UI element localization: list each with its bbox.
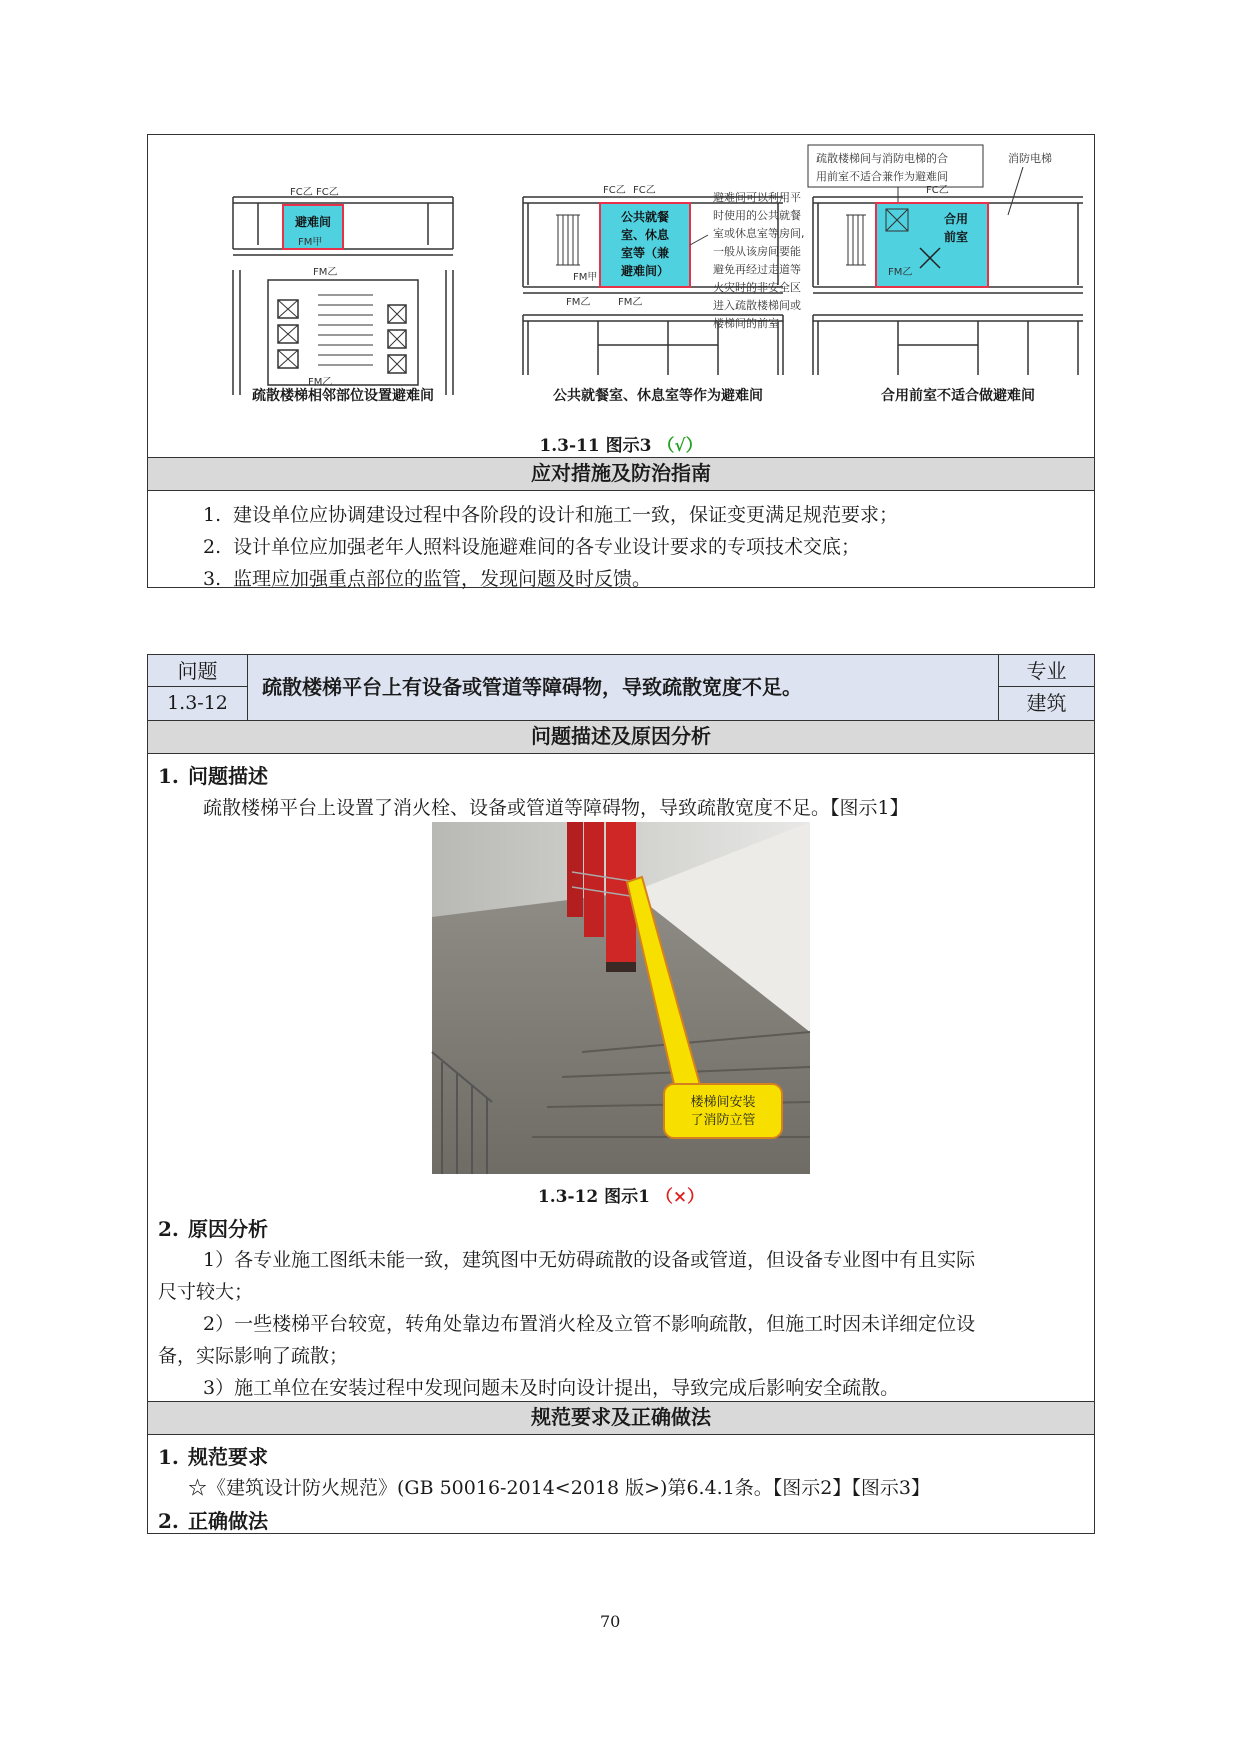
desc-heading: 1. 问题描述 [158, 764, 268, 788]
measures-header: 应对措施及防治指南 [148, 457, 1094, 491]
analysis-header: 问题描述及原因分析 [148, 720, 1094, 754]
cause-line-4: 备，实际影响了疏散； [158, 1345, 349, 1367]
photo-caption: 1.3-12 图示1 （×） [537, 1187, 705, 1207]
d3-caption: 合用前室不适合做避难间 [881, 388, 1035, 404]
cause-heading: 2. 原因分析 [158, 1217, 268, 1241]
d2-note-5: 避免再经过走道等 [713, 263, 801, 276]
d2-fm-3: FM甲 [573, 272, 598, 283]
issue-header-row [148, 655, 1094, 721]
d1-fm-1: FM甲 [298, 237, 323, 248]
d3-fm-1: FM乙 [888, 267, 913, 278]
issue-section-frame [147, 654, 1095, 1534]
photo-callout-line-1: 楼梯间安装 [690, 1095, 756, 1110]
d3-room-line-1: 合用 [943, 212, 969, 226]
diagram-dining-room-refuge [518, 175, 805, 405]
d1-fm-3: FM乙 [308, 377, 333, 388]
diagram-refuge-adjacent-stair [228, 185, 458, 405]
d2-room-line-3: 室等（兼 [620, 246, 670, 260]
desc-text: 疏散楼梯平台上设置了消火栓、设备或管道等障碍物，导致疏散宽度不足。【图示1】 [203, 797, 909, 819]
issue-title: 疏散楼梯平台上有设备或管道等障碍物，导致疏散宽度不足。 [262, 675, 802, 699]
cross-mark: （×） [655, 1187, 705, 1207]
d2-caption: 公共就餐室、休息室等作为避难间 [553, 388, 763, 404]
d3-fc-1: FC乙 [926, 185, 949, 196]
d3-elevator-label: 消防电梯 [1008, 152, 1052, 165]
cause-line-5: 3）施工单位在安装过程中发现问题未及时向设计提出，导致完成后影响安全疏散。 [203, 1377, 900, 1399]
page-number: 70 [600, 1612, 621, 1631]
cause-line-3: 2）一些楼梯平台较宽，转角处靠边布置消火栓及立管不影响疏散，但施工时因未详细定位设 [203, 1313, 976, 1335]
figure-caption-1-3-11: 1.3-11 图示3 （√） [539, 436, 703, 456]
d1-caption: 疏散楼梯相邻部位设置避难间 [252, 388, 434, 404]
photo-callout-line-2: 了消防立管 [690, 1113, 756, 1128]
d2-note-8: 楼梯间的前室 [713, 317, 779, 330]
d2-room-line-4: 避难间） [620, 264, 670, 278]
discipline-label: 专业 [998, 655, 1094, 687]
correct-heading: 2. 正确做法 [158, 1509, 268, 1533]
d2-note-1: 避难间可以利用平 [713, 191, 801, 204]
d2-fm-2: FM乙 [618, 297, 643, 308]
d1-fm-2: FM乙 [313, 267, 338, 278]
d1-room-label: 避难间 [294, 215, 332, 229]
issue-code: 1.3-12 [148, 687, 248, 720]
spec-text: ☆《建筑设计防火规范》(GB 50016-2014<2018 版>)第6.4.1条。【图示2】【图示3】 [188, 1477, 930, 1499]
issue-label: 问题 [148, 655, 248, 687]
discipline-value: 建筑 [998, 687, 1094, 720]
spec-heading: 1. 规范要求 [158, 1445, 268, 1469]
d2-note-2: 时使用的公共就餐 [713, 209, 801, 222]
cause-line-1: 1）各专业施工图纸未能一致，建筑图中无妨碍疏散的设备或管道，但设备专业图中有且实际 [203, 1249, 976, 1271]
d3-top-note-1: 疏散楼梯间与消防电梯的合 [816, 152, 948, 165]
d3-room-line-2: 前室 [943, 230, 969, 244]
spec-header: 规范要求及正确做法 [148, 1401, 1094, 1435]
d2-fc-1: FC乙 [603, 185, 626, 196]
measure-1: 1. 建设单位应协调建设过程中各阶段的设计和施工一致，保证变更满足规范要求； [203, 504, 899, 526]
diagram-shared-antechamber [808, 145, 1088, 405]
d2-note-4: 一般从该房间要能 [713, 245, 801, 258]
d2-room-line-2: 室、休息 [620, 228, 670, 242]
d2-note-6: 火灾时的非安全区 [713, 281, 801, 294]
d2-fm-1: FM乙 [566, 297, 591, 308]
cause-line-2: 尺寸较大； [158, 1281, 254, 1303]
measure-3: 3. 监理应加强重点部位的监管，发现问题及时反馈。 [203, 568, 652, 590]
d1-fc-2: FC乙 [316, 187, 339, 198]
check-mark: （√） [657, 436, 703, 456]
d3-top-note-2: 用前室不适合兼作为避难间 [816, 170, 948, 183]
d1-fc-1: FC乙 [290, 187, 313, 198]
d2-room-line-1: 公共就餐 [620, 210, 670, 224]
d2-fc-2: FC乙 [633, 185, 656, 196]
top-section-frame [147, 134, 1095, 588]
d2-note-3: 室或休息室等房间, [713, 227, 805, 240]
stairwell-photo [432, 822, 810, 1174]
measure-2: 2. 设计单位应加强老年人照料设施避难间的各专业设计要求的专项技术交底； [203, 536, 861, 558]
d2-note-7: 进入疏散楼梯间或 [713, 299, 801, 312]
